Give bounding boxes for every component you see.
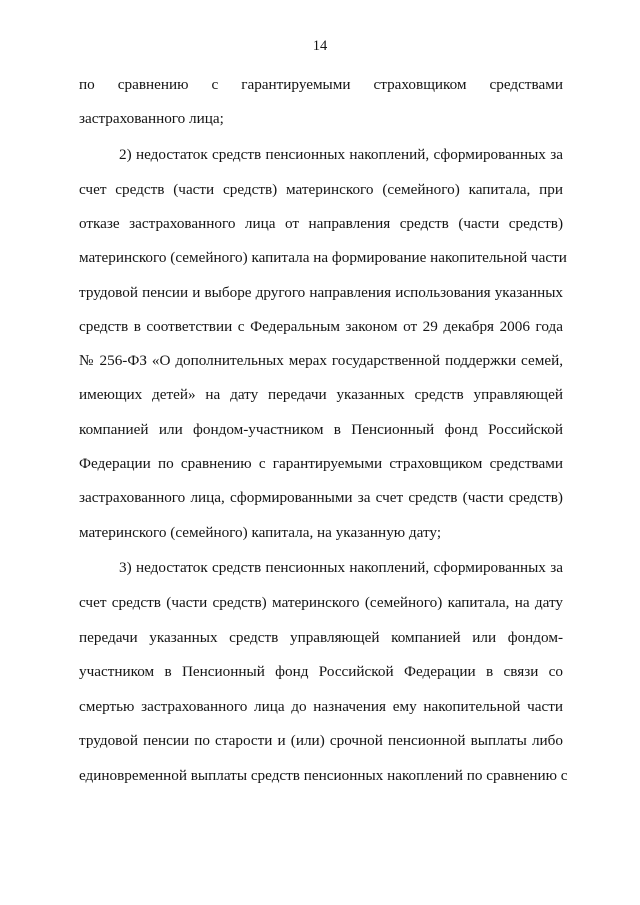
text-line: счет средств (части средств) материнского (семейного) капитала, при xyxy=(79,181,563,198)
text-line: 3) недостаток средств пенсионных накоплений, сформированных за xyxy=(119,559,563,576)
text-line: передачи указанных средств управляющей компанией или фондом- xyxy=(79,629,563,646)
text-line: средств в соответствии с Федеральным законом от 29 декабря 2006 года xyxy=(79,318,563,335)
text-line: № 256-ФЗ «О дополнительных мерах государственной поддержки семей, xyxy=(79,352,563,369)
page-number: 14 xyxy=(312,38,328,54)
text-line: компанией или фондом-участником в Пенсионный фонд Российской xyxy=(79,421,563,438)
text-line: Федерации по сравнению с гарантируемыми страховщиком средствами xyxy=(79,455,563,472)
text-line: единовременной выплаты средств пенсионных накоплений по сравнению с xyxy=(79,767,568,784)
text-line: имеющих детей» на дату передачи указанных средств управляющей xyxy=(79,386,563,403)
text-line: участником в Пенсионный фонд Российской Федерации в связи со xyxy=(79,663,563,680)
text-line: застрахованного лица; xyxy=(79,110,224,127)
text-line: отказе застрахованного лица от направления средств (части средств) xyxy=(79,215,563,232)
text-line: материнского (семейного) капитала на формирование накопительной части xyxy=(79,249,567,266)
text-line: трудовой пенсии по старости и (или) срочной пенсионной выплаты либо xyxy=(79,732,563,749)
text-line: застрахованного лица, сформированными за счет средств (части средств) xyxy=(79,489,563,506)
text-line: смертью застрахованного лица до назначения ему накопительной части xyxy=(79,698,563,715)
text-line: трудовой пенсии и выборе другого направления использования указанных xyxy=(79,284,563,301)
text-line: 2) недостаток средств пенсионных накоплений, сформированных за xyxy=(119,146,563,163)
text-line: счет средств (части средств) материнского (семейного) капитала, на дату xyxy=(79,594,563,611)
text-line: по сравнению с гарантируемыми страховщиком средствами xyxy=(79,76,563,93)
text-line: материнского (семейного) капитала, на указанную дату; xyxy=(79,524,442,541)
